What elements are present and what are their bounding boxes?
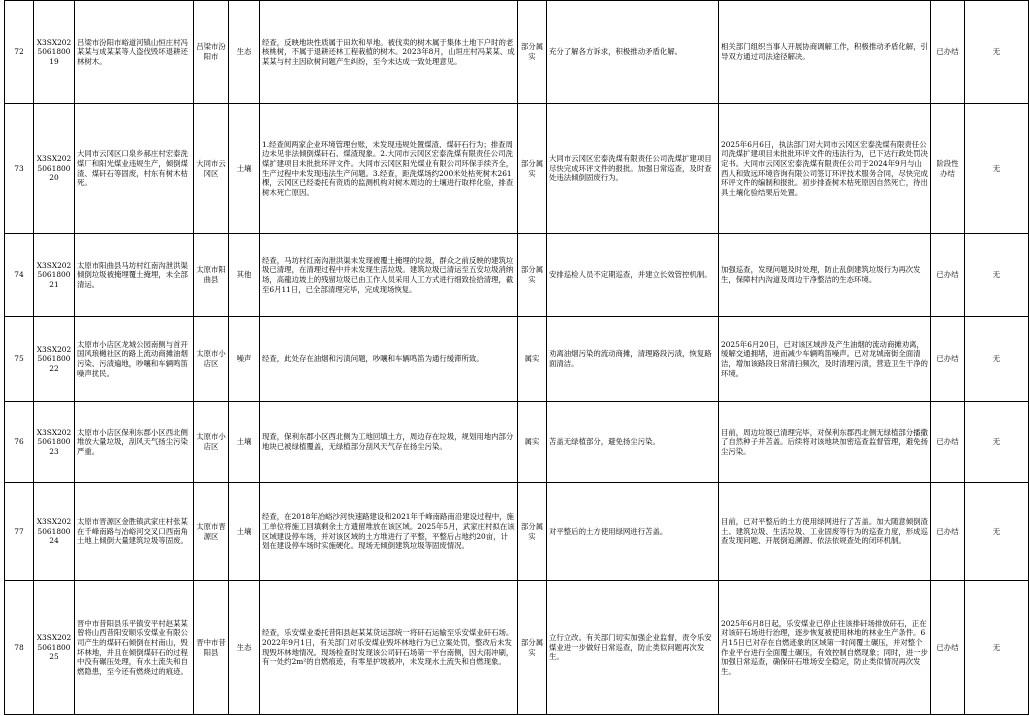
handling-status: 已办结	[931, 1, 965, 104]
case-code: X3SX2025061800 24	[34, 483, 75, 581]
row-number: 76	[5, 402, 34, 483]
complaint-content: 太原市阳曲县马坊村红南沟泄洪渠倾倒垃圾被掩埋覆土掩埋，未全部清运。	[75, 234, 194, 317]
pollution-type: 生态	[229, 1, 260, 104]
case-code: X3SX2025061800 19	[34, 1, 75, 104]
administrative-area: 晋中市昔阳县	[194, 581, 229, 715]
table-body	[5, 1, 1029, 715]
accountability: 无	[965, 1, 1029, 104]
investigation-finding: 经查，在2018年冶峪沙河快速路建设和2021年千峰南路南沿建设过程中，施工单位将施工回填剩余土方遗留堆放在该区域。2025年5月，武家庄村拟在该区域建设停车场，并对该区域的土方堆进行了平整，平整后占地约20亩，计划在建设停车场时实施硬化。现场无倾倒建筑垃圾等固废情况。	[260, 483, 518, 581]
case-code: X3SX2025061800 23	[34, 402, 75, 483]
rectification-progress: 目前，已对平整后的土方使用绿网进行了苫盖。加大随意倾倒渣土、建筑垃圾、生活垃圾、工业固废等行为的巡查力度，形成巡查发现问题、开展倒追溯源、依法依规查处的闭环机制。	[719, 483, 931, 581]
verification-result: 属实	[518, 402, 547, 483]
administrative-area: 太原市小店区	[194, 402, 229, 483]
case-code: X3SX2025061800 22	[34, 317, 75, 402]
pollution-type: 其他	[229, 234, 260, 317]
petition-table	[4, 0, 1029, 715]
table-row	[5, 402, 1029, 483]
rectification-measure: 大同市云冈区宏泰洗煤有限责任公司洗煤扩建项目尽快完成环评文件的报批。加强日常巡查，及时查处违法倾倒固废行为。	[547, 104, 719, 234]
rectification-progress: 2025年6月8日起，乐安煤业已停止往该排矸场排放矸石，正在对该矸石场进行治理，逐步恢复被使用林地的林业生产条件。6月15日已对存在自燃迹象的区域第一时间覆土碾压，并对整个作业平台进行全面覆土碾压，有效控制自燃现象；同时，进一步加强日常巡查，确保矸石堆场安全稳定，防止类似情况再次发生。	[719, 581, 931, 715]
table-row	[5, 234, 1029, 317]
case-code: X3SX2025061800 25	[34, 581, 75, 715]
verification-result: 部分属实	[518, 1, 547, 104]
accountability: 无	[965, 317, 1029, 402]
table-row	[5, 104, 1029, 234]
rectification-progress: 相关部门组织当事人开展协商调解工作，积极推动矛盾化解，引导双方通过司法途径解决。	[719, 1, 931, 104]
complaint-content: 太原市小店区龙城公园南侧与首开国风琅樾社区的路上流动商摊油烟污染、污渍遍地，吵嚷和车辆鸣笛噪声扰民。	[75, 317, 194, 402]
rectification-progress: 加强巡查，发现问题及时处理，防止乱倒建筑垃圾行为再次发生，保障村内沟道及周边干净整洁的生态环境。	[719, 234, 931, 317]
row-number: 75	[5, 317, 34, 402]
verification-result: 属实	[518, 317, 547, 402]
handling-status: 已办结	[931, 402, 965, 483]
rectification-progress: 2025年6月20日，已对该区域涉及产生油烟的流动商摊劝离，缓解交通拥堵，进而减少车辆鸣笛噪声。已对龙城南街全面清洁，增加该路段日常清扫频次，及时清理污渍，营造卫生干净的环境。	[719, 317, 931, 402]
complaint-content: 吕梁市汾阳市峪道河镇山恒庄村冯某某与成某某等人盗伐毁坏退耕还林树木。	[75, 1, 194, 104]
verification-result: 部分属实	[518, 483, 547, 581]
rectification-progress: 目前，周边垃圾已清理完毕，对保利东郡西北侧无绿植部分播撒了自然种子并苫盖。后续将对该地块加密巡查监督管理，避免扬尘污染。	[719, 402, 931, 483]
accountability: 无	[965, 402, 1029, 483]
complaint-content: 太原市小店区保利东郡小区西北侧堆放大量垃圾，刮风天气扬尘污染严重。	[75, 402, 194, 483]
row-number: 78	[5, 581, 34, 715]
pollution-type: 生态	[229, 581, 260, 715]
handling-status: 已办结	[931, 317, 965, 402]
rectification-measure: 对平整后的土方使用绿网进行苫盖。	[547, 483, 719, 581]
case-code: X3SX2025061800 21	[34, 234, 75, 317]
investigation-finding: 经查，此处存在油烟和污渍问题，吵嚷和车辆鸣笛为通行缓滞所致。	[260, 317, 518, 402]
complaint-content: 晋中市昔阳县乐平镇安平村赵某某曾将山西昔阳安顺乐安煤业有限公司产生的煤矸石倾倒在村南山，毁坏林地，并且在倾倒煤矸石的过程中没有碾压处理，有水土流失和自燃隐患，至今还有燃烧过的痕迹。	[75, 581, 194, 715]
investigation-finding: 1.经查阅两家企业环境管理台账，未发现违规处置煤渣、煤矸石行为；排查周边未见非法倾倒煤矸石、煤渣现象。2.大同市云冈区宏泰洗煤有限责任公司洗煤扩建项目未批批环评文件。大同市云冈区阳光煤业有限公司环保手续齐全，生产过程中未发现违法生产问题。3.经查，距洗煤场约200米处枯死树木261棵，云冈区已经委托有资质的监测机构对树木周边的土壤进行取样化验，排查树木死亡原因。	[260, 104, 518, 234]
investigation-finding: 经查，乐安煤业委托昔阳县赵某某货运部统一将矸石运输至乐安煤业矸石场。2022年9月1日，有关部门对乐安煤业毁坏林地行为已立案处罚，整改后未发现毁坏林地情况。现场检查时发现该公司矸石场第一平台南侧，因大雨冲刷，有一处约2m²的自燃痕迹，有零星护坡被冲，未发现水土流失和自燃现象。	[260, 581, 518, 715]
verification-result: 部分属实	[518, 104, 547, 234]
rectification-progress: 2025年6月6日，执法部门对大同市云冈区宏泰洗煤有限责任公司洗煤扩建项目未批批环评文件的违法行为，已下达行政处罚决定书。大同市云冈区宏泰洗煤有限责任公司于2024年9月与山西人和致远环境咨询有限公司签订环评技术服务合同，尽快完成环评文件的编制和报批。初步排查树木枯死原因自然死亡，待出具土壤化验结果后处置。	[719, 104, 931, 234]
handling-status: 已办结	[931, 483, 965, 581]
pollution-type: 土壤	[229, 402, 260, 483]
verification-result: 部分属实	[518, 581, 547, 715]
row-number: 73	[5, 104, 34, 234]
investigation-finding: 现查，保利东郡小区西北侧为工地回填土方，周边存在垃圾，规划用地内部分地块已被绿植覆盖，无绿植部分刮风天气存在扬尘污染。	[260, 402, 518, 483]
handling-status: 已办结	[931, 234, 965, 317]
administrative-area: 大同市云冈区	[194, 104, 229, 234]
table-row	[5, 317, 1029, 402]
rectification-measure: 苫盖无绿植部分，避免扬尘污染。	[547, 402, 719, 483]
accountability: 无	[965, 483, 1029, 581]
investigation-finding: 经查，反映地块性质属于田坎和旱地。被伐卖的树木属于集体土地下户时的老核桃树，不属于退耕还林工程栽植的树木。2023年8月，山垣庄村冯某某、成某某与村主因砍树问题产生纠纷，至今未达成一致处理意见。	[260, 1, 518, 104]
verification-result: 部分属实	[518, 234, 547, 317]
administrative-area: 吕梁市汾阳市	[194, 1, 229, 104]
accountability: 无	[965, 104, 1029, 234]
row-number: 74	[5, 234, 34, 317]
table-row	[5, 581, 1029, 715]
administrative-area: 太原市小店区	[194, 317, 229, 402]
complaint-content: 大同市云冈区口泉乡郝庄村宏泰洗煤厂和阳光煤业违规生产，倾倒煤渣、煤矸石等固废，村东有树木枯死。	[75, 104, 194, 234]
pollution-type: 噪声	[229, 317, 260, 402]
complaint-content: 太原市晋源区金胜镇武家庄村张某在千峰南路与冶峪河交叉口西南角土地上倾倒大量建筑垃圾等固废。	[75, 483, 194, 581]
case-code: X3SX2025061800 20	[34, 104, 75, 234]
row-number: 72	[5, 1, 34, 104]
pollution-type: 土壤	[229, 483, 260, 581]
rectification-measure: 充分了解各方诉求，积极推动矛盾化解。	[547, 1, 719, 104]
handling-status: 已办结	[931, 581, 965, 715]
administrative-area: 太原市晋源区	[194, 483, 229, 581]
accountability: 无	[965, 234, 1029, 317]
investigation-finding: 经查，马坊村红南沟泄洪渠未发现被覆土掩埋的垃圾，群众之前反映的建筑垃圾已清理，在清理过程中并未发现生活垃圾。建筑垃圾已清运至五安垃圾消纳场，高龍边坡上的残留垃圾已由工作人员采用人工方式进行细致捡拾清理，截至6月11日，已全部清理完毕，完成现场恢复。	[260, 234, 518, 317]
rectification-measure: 立行立改。有关部门切实加强企业监督，责令乐安煤业进一步做好日常巡查，防止类似问题再次发生。	[547, 581, 719, 715]
administrative-area: 太原市阳曲县	[194, 234, 229, 317]
rectification-measure: 安排巡检人员不定期巡查，并建立长效管控机制。	[547, 234, 719, 317]
row-number: 77	[5, 483, 34, 581]
table-row	[5, 1, 1029, 104]
table-row	[5, 483, 1029, 581]
pollution-type: 土壤	[229, 104, 260, 234]
accountability: 无	[965, 581, 1029, 715]
handling-status: 阶段性办结	[931, 104, 965, 234]
rectification-measure: 劝离油烟污染的流动商摊，清理路段污渍，恢复路面清洁。	[547, 317, 719, 402]
